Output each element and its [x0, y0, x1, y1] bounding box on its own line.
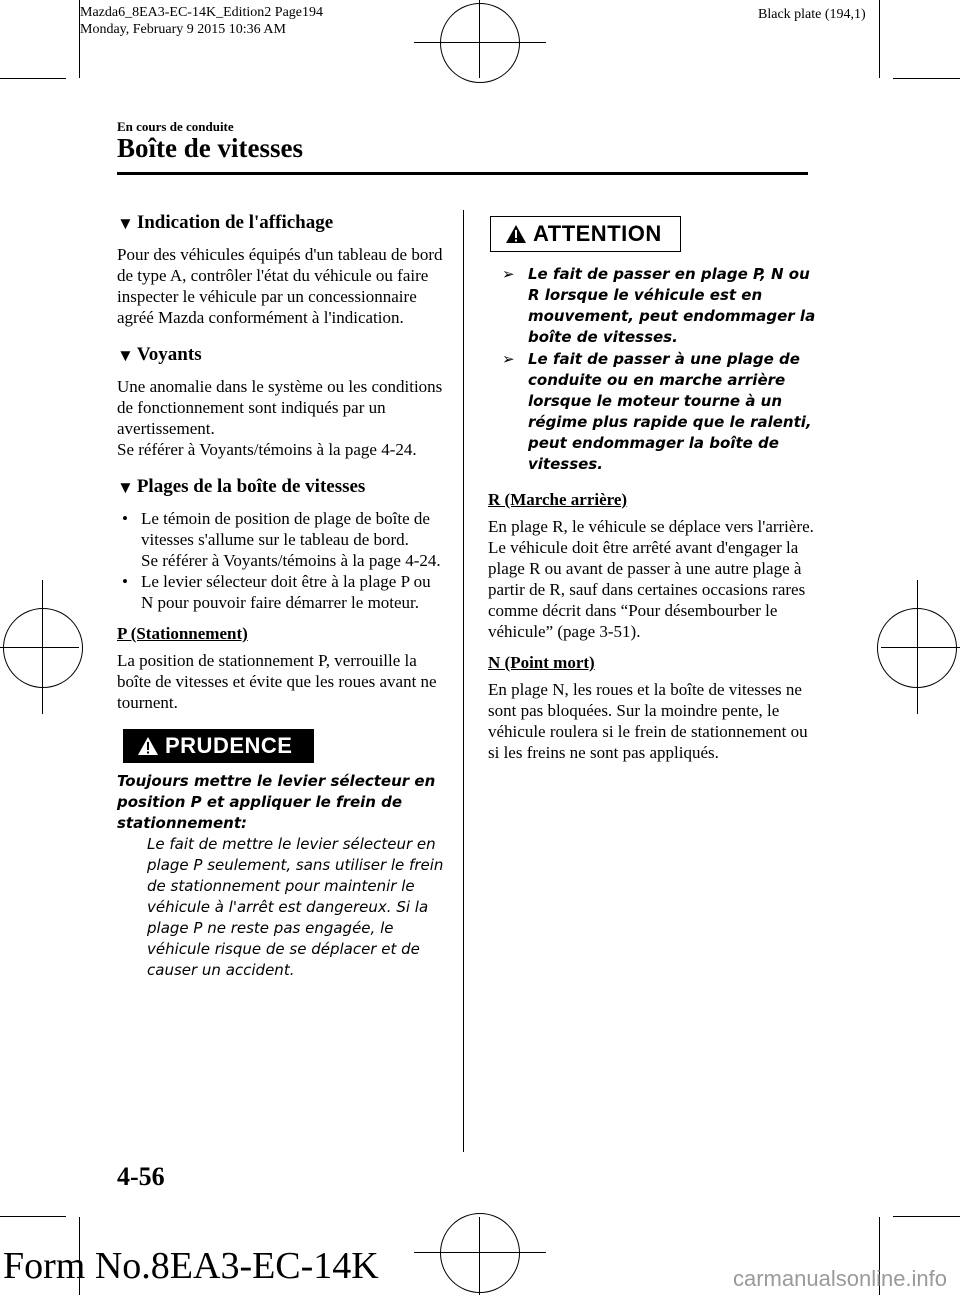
section-heading: ▼ Indication de l'affichage: [117, 212, 445, 236]
section-heading: ▼ Voyants: [117, 344, 445, 368]
warning-lights-section: [117, 344, 445, 460]
bullet-list: [117, 508, 445, 613]
registration-mark-icon: [3, 608, 83, 688]
list-item: ➢ Le fait de passer en plage P, N ou R lorsque le véhicule est en mouvement, peut endommager la boîte de vitesses.: [502, 265, 816, 346]
caution-lead: Toujours mettre le levier sélecteur en position P et appliquer le frein de stationnement:: [117, 772, 436, 832]
section-heading: ▼ Plages de la boîte de vitesses: [117, 476, 445, 500]
arrow-right-icon: ➢: [502, 265, 515, 283]
paragraph: La position de stationnement P, verrouille la boîte de vitesses et évite que les roues avant ne tournent.: [117, 651, 437, 712]
print-date-line: Monday, February 9 2015 10:36 AM: [80, 22, 286, 37]
bullet-icon: •: [122, 509, 128, 528]
bullet-icon: •: [122, 572, 128, 591]
paragraph: En plage N, les roues et la boîte de vitesses ne sont pas bloquées. Sur la moindre pente, le véhicule roulera si le frein de stationnement ou si les freins ne sont pas appliqués.: [488, 680, 808, 762]
left-column: [117, 212, 445, 981]
print-job-line: Mazda6_8EA3-EC-14K_Edition2 Page194: [80, 5, 324, 20]
paragraph: En plage R, le véhicule se déplace vers l'arrière. Le véhicule doit être arrêté avant d'engager la plage R ou avant de passer à une autre plage à partir de R, sauf dans certaines occasions rares comme décrit dans “Pour désembourber le véhicule” (page 3-51).: [488, 517, 814, 641]
list-item: ➢ Le fait de passer à une plage de conduite ou en marche arrière lorsque le moteur tourne à un régime plus rapide que le ralenti, peut endommager la boîte de vitesses.: [502, 350, 812, 473]
triangle-down-icon: ▼: [117, 478, 134, 497]
subheading-r: R (Marche arrière): [488, 490, 628, 509]
paragraph: Pour des véhicules équipés d'un tableau de bord de type A, contrôler l'état du véhicule ou faire inspecter le véhicule par un concessionnaire agréé Mazda conformément à l'indication.: [117, 245, 443, 327]
registration-mark-icon: [440, 1213, 520, 1293]
attention-label: ATTENTION: [533, 221, 662, 246]
caution-detail: Le fait de mettre le levier sélecteur en plage P seulement, sans utiliser le frein de stationnement pour maintenir le véhicule à l'arrêt est dangereux. Si la plage P ne reste pas engagée, le véhicule risque de se déplacer et de causer un accident.: [147, 835, 444, 979]
attention-banner: [490, 216, 681, 252]
attention-list: [488, 264, 816, 475]
column-divider: [463, 210, 464, 1152]
warning-triangle-icon: [137, 736, 159, 756]
caution-banner: [123, 729, 314, 763]
display-indication-section: [117, 212, 445, 328]
list-item: • Le témoin de position de plage de boîte de vitesses s'allume sur le tableau de bord. Se référer à Voyants/témoins à la page 4-24.: [122, 509, 441, 570]
subheading-n: N (Point mort): [488, 653, 595, 672]
print-job-info: [80, 4, 323, 38]
gear-ranges-section: [117, 476, 445, 981]
caution-label: PRUDENCE: [165, 733, 293, 758]
title-rule: [117, 172, 808, 175]
page-reference: Se référer à Voyants/témoins à la page 4-24.: [117, 440, 417, 459]
triangle-down-icon: ▼: [117, 346, 134, 365]
page-number: 4-56: [117, 1162, 165, 1191]
arrow-right-icon: ➢: [502, 350, 515, 368]
right-column: [488, 212, 816, 773]
registration-mark-icon: [440, 3, 520, 83]
paragraph: Une anomalie dans le système ou les conditions de fonctionnement sont indiqués par un avertissement.: [117, 377, 443, 438]
caution-text: [117, 771, 445, 981]
subheading-p: P (Stationnement): [117, 624, 248, 643]
page-title: Boîte de vitesses: [117, 133, 303, 163]
section-label: En cours de conduite: [117, 119, 234, 134]
plate-label: Black plate (194,1): [758, 7, 866, 22]
form-number: Form No.8EA3-EC-14K: [3, 1245, 379, 1287]
warning-triangle-icon: [505, 224, 527, 244]
triangle-down-icon: ▼: [117, 214, 134, 233]
watermark: carmanualsonline.info: [733, 1266, 948, 1291]
list-item: • Le levier sélecteur doit être à la plage P ou N pour pouvoir faire démarrer le moteur.: [122, 572, 431, 612]
